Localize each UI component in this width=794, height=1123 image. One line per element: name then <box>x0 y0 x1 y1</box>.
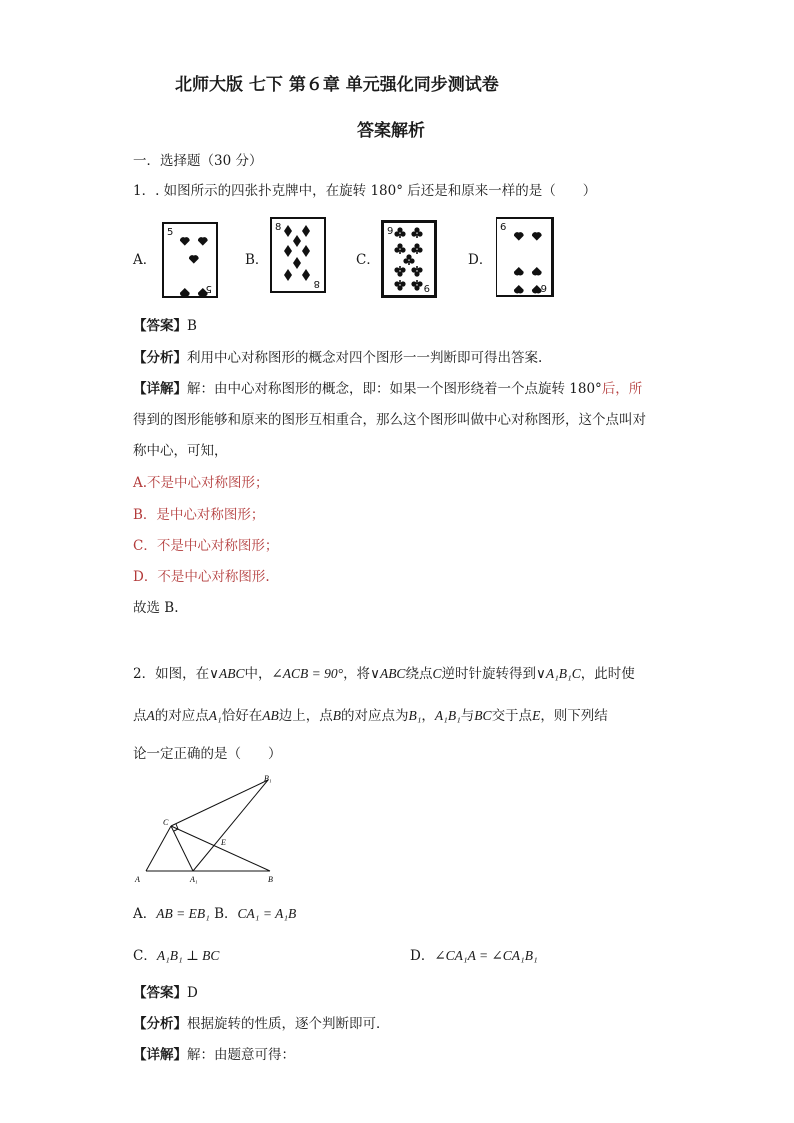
card-rank-top: 8 <box>275 222 282 233</box>
q2-text: ，则下列结 <box>540 708 608 724</box>
q2-option-a: AB = EB₁ <box>156 906 210 921</box>
q1-conclusion: 故选 B. <box>133 600 179 616</box>
q2-option-c <box>133 947 219 965</box>
q2-text: 的对应点 <box>154 708 209 724</box>
q2-math: ∨A₁B₁C <box>535 666 581 681</box>
analysis-tag: 【分析】 <box>133 1016 187 1032</box>
analysis-text: 利用中心对称图形的概念对四个图形一一判断即可得出答案. <box>187 350 543 366</box>
card-rank-bottom: 9 <box>423 282 430 293</box>
q2-math: ∠ACB = 90° <box>271 666 344 681</box>
q2-stem-line-1 <box>133 665 635 683</box>
q2-math: BC <box>474 708 492 723</box>
q2-math: ∨ABC <box>209 666 245 681</box>
q1-option-d-label: D． <box>468 252 493 268</box>
q2-geometry-figure <box>128 770 288 892</box>
detail-text-black: 解：由中心对称图形的概念，即：如果一个图形绕着一个点旋转 180° <box>187 381 602 397</box>
card-rank-bottom: 5 <box>205 283 212 294</box>
q2-math: B <box>332 708 341 723</box>
q2-text: 绕点 <box>405 666 433 682</box>
q2-text: 的对应点为 <box>340 708 409 724</box>
answer-tag: 【答案】 <box>133 318 187 334</box>
card-rank-top: 9 <box>387 226 394 237</box>
q2-options-ab <box>133 905 296 923</box>
q1-detail-line-1 <box>133 380 642 398</box>
q2-text: 逆时针旋转得到 <box>441 666 536 682</box>
q2-answer <box>133 984 198 1002</box>
answer-value: D <box>187 985 198 1001</box>
q2-text: 恰好在 <box>221 708 263 724</box>
q2-stem-line-3: 论一定正确的是（ ） <box>133 746 282 762</box>
q2-math: AB <box>262 708 279 723</box>
q2-text: 边上，点 <box>278 708 333 724</box>
q2-math: A <box>146 708 155 723</box>
q1-analysis <box>133 349 542 367</box>
q2-text: 中， <box>244 666 272 682</box>
analysis-tag: 【分析】 <box>133 350 187 366</box>
heart-suit-icon <box>497 219 551 295</box>
card-six-of-hearts <box>496 217 554 297</box>
answer-value: B <box>187 318 197 334</box>
q1-item-c: C．不是中心对称图形； <box>133 538 279 554</box>
card-rank-top: 5 <box>167 227 174 238</box>
detail-tag: 【详解】 <box>133 381 187 397</box>
q1-option-a-label: A． <box>133 252 157 268</box>
analysis-text: 根据旋转的性质，逐个判断即可． <box>187 1016 390 1032</box>
q2-stem-line-2 <box>133 707 608 725</box>
q1-stem: 1．. 如图所示的四张扑克牌中，在旋转 180° 后还是和原来一样的是（ ） <box>133 183 597 199</box>
q2-math: A₁B₁ <box>434 708 461 723</box>
q2-math: B₁ <box>408 708 422 723</box>
q1-option-c-label: C． <box>356 252 380 268</box>
q2-math: E <box>532 708 541 723</box>
label-e: E <box>221 838 226 847</box>
q1-option-b-label: B． <box>245 252 269 268</box>
card-eight-of-diamonds <box>270 217 326 293</box>
heart-suit-icon <box>164 224 216 296</box>
label-b: B <box>268 875 273 884</box>
q2-option-d-label: D． <box>410 948 435 964</box>
diamond-suit-icon <box>272 219 324 291</box>
q1-item-b: B．是中心对称图形； <box>133 507 265 523</box>
card-rank-bottom: 8 <box>313 278 320 289</box>
q2-text: ，此时使 <box>580 666 635 682</box>
club-suit-icon <box>384 223 434 295</box>
q1-answer <box>133 317 197 335</box>
page-subtitle: 答案解析 <box>357 121 425 141</box>
card-rank-top: 6 <box>500 222 507 233</box>
section-heading: 一．选择题（30 分） <box>133 153 263 169</box>
q2-option-d <box>410 947 538 965</box>
q2-text: 2．如图，在 <box>133 666 210 682</box>
answer-tag: 【答案】 <box>133 985 187 1001</box>
q2-text: 点 <box>133 708 147 724</box>
label-b1: B₁ <box>264 774 272 783</box>
detail-text: 解：由题意可得： <box>187 1047 295 1063</box>
q2-text: ，将 <box>343 666 371 682</box>
q1-item-d: D．不是中心对称图形. <box>133 569 270 585</box>
label-a1: A₁ <box>190 875 198 884</box>
card-five-of-hearts <box>162 222 218 298</box>
detail-text-red: 后，所 <box>601 381 643 397</box>
q2-text: 与 <box>460 708 475 724</box>
q2-analysis <box>133 1015 390 1033</box>
detail-tag: 【详解】 <box>133 1047 187 1063</box>
label-c: C <box>163 818 169 827</box>
card-nine-of-clubs <box>381 220 437 298</box>
q2-option-c-label: C． <box>133 948 157 964</box>
q2-math: C <box>432 666 442 681</box>
q2-text: 交于点 <box>491 708 533 724</box>
q1-item-a: A.不是中心对称图形； <box>133 475 269 491</box>
q1-detail-line-2: 得到的图形能够和原来的图形互相重合，那么这个图形叫做中心对称图形，这个点叫对 <box>133 412 646 428</box>
label-a: A <box>135 875 140 884</box>
q1-detail-line-3: 称中心，可知， <box>133 443 228 459</box>
card-rank-bottom: 6 <box>540 282 547 293</box>
q2-option-d-text: ∠CA₁A = ∠CA₁B₁ <box>434 948 538 963</box>
q2-math: ∨ABC <box>370 666 406 681</box>
q2-text: ， <box>421 708 435 724</box>
q2-detail <box>133 1046 295 1064</box>
q2-option-c-text: A₁B₁ ⊥ BC <box>156 948 220 963</box>
q2-option-b: CA₁ = A₁B <box>237 906 297 921</box>
page-title: 北师大版 七下 第６章 单元强化同步测试卷 <box>175 75 499 95</box>
q2-math: A₁ <box>208 708 222 723</box>
q2-option-b-label: B． <box>214 906 238 922</box>
q2-option-a-label: A． <box>133 906 157 922</box>
